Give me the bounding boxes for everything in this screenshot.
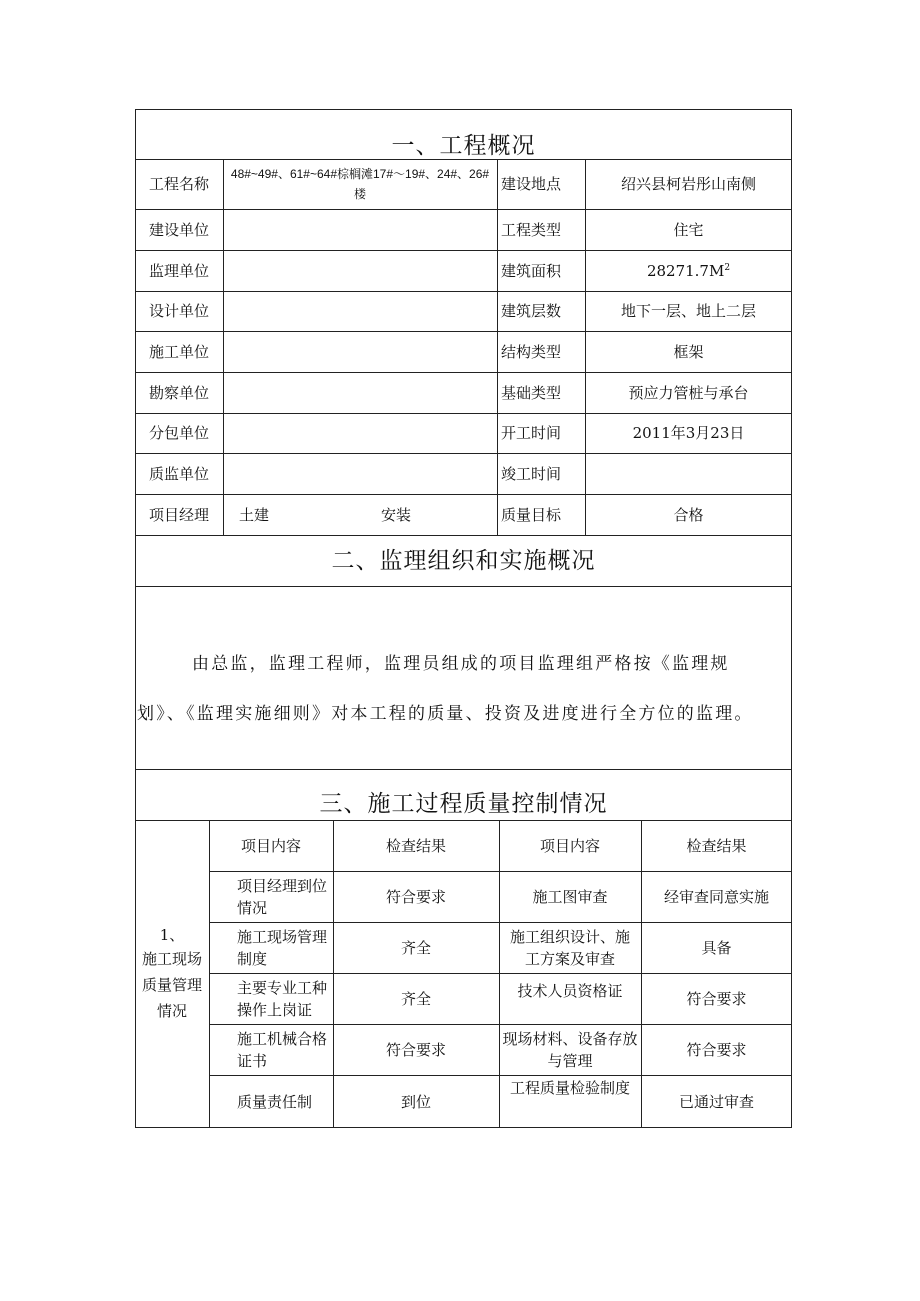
label-quality-goal: 质量目标	[501, 505, 562, 524]
label-survey: 勘察单位	[148, 383, 209, 402]
table-row-item-2: 现场材料、设备存放与管理	[502, 1029, 638, 1070]
table-row-result-2: 符合要求	[686, 989, 747, 1008]
table-row-result: 到位	[400, 1092, 431, 1111]
label-designer: 设计单位	[148, 302, 209, 320]
value-pm-install: 安装	[380, 505, 411, 524]
table-row-result-2: 具备	[701, 938, 732, 957]
section2-paragraph-line1: 由总监，监理工程师，监理员组成的项目监理组严格按《监理规	[192, 654, 730, 674]
table-row-item-2: 施工图审查	[532, 887, 608, 906]
label-start-date: 开工时间	[501, 424, 562, 442]
section2-paragraph-line2: 划》、《监理实施细则》对本工程的质量、投资及进度进行全方位的监理。	[137, 704, 754, 724]
value-pm-civil: 土建	[238, 505, 269, 524]
label-supervisor: 监理单位	[148, 261, 209, 280]
header-check-result-2: 检查结果	[686, 836, 747, 855]
label-client: 建设单位	[148, 220, 209, 239]
label-project-name: 工程名称	[148, 175, 209, 193]
floor-area-number: 28271.7M	[646, 261, 725, 280]
header-check-result: 检查结果	[385, 836, 446, 855]
label-project-type: 工程类型	[501, 220, 562, 239]
table-row-item: 质量责任制	[237, 1092, 313, 1111]
value-designer	[223, 291, 497, 331]
value-subcontractor	[223, 413, 497, 453]
value-foundation: 预应力管桩与承台	[628, 383, 749, 402]
table-row-result: 符合要求	[385, 887, 446, 906]
table-row-result: 齐全	[400, 989, 431, 1008]
label-floors: 建筑层数	[501, 302, 562, 320]
table-row-item-2: 施工组织设计、施工方案及审查	[509, 927, 630, 968]
value-supervisor	[223, 250, 497, 291]
value-survey	[223, 372, 497, 413]
section2-title: 二、监理组织和实施概况	[331, 547, 596, 574]
value-quality-goal: 合格	[673, 505, 704, 524]
floor-area-unit-exponent: 2	[724, 262, 731, 273]
table-row-item: 主要专业工种操作上岗证	[237, 978, 328, 1019]
section3-title: 三、施工过程质量控制情况	[319, 791, 608, 817]
value-floor-area	[585, 250, 792, 291]
label-contractor: 施工单位	[148, 342, 209, 361]
table-row-item: 施工机械合格证书	[237, 1029, 328, 1070]
table-row-result: 齐全	[400, 938, 431, 957]
table-row-result: 符合要求	[385, 1040, 446, 1059]
value-contractor	[223, 331, 497, 372]
value-project-type: 住宅	[673, 220, 704, 239]
value-site: 绍兴县柯岩彤山南侧	[620, 175, 756, 193]
value-quality-supervision	[223, 453, 497, 494]
row-divider	[135, 586, 792, 587]
value-structure: 框架	[673, 342, 704, 361]
group-label-text: 施工现场质量管理情况	[141, 950, 202, 1020]
table-row-item: 项目经理到位情况	[237, 876, 328, 917]
value-completion-date	[585, 453, 792, 494]
header-item-content: 项目内容	[240, 836, 301, 855]
label-completion-date: 竣工时间	[501, 464, 562, 483]
label-structure: 结构类型	[501, 342, 562, 361]
label-floor-area: 建筑面积	[501, 261, 562, 280]
table-row-result-2: 经审查同意实施	[663, 887, 769, 906]
table-row-item-2: 工程质量检验制度	[509, 1079, 630, 1097]
value-start-date: 2011年3月23日	[632, 424, 745, 442]
value-client	[223, 209, 497, 250]
section1-title: 一、工程概况	[391, 133, 536, 159]
table-row-result-2: 已通过审查	[678, 1092, 754, 1111]
group-label-number: 1、	[159, 926, 185, 944]
table-row-item-2: 技术人员资格证	[517, 981, 623, 1000]
label-foundation: 基础类型	[501, 383, 562, 402]
label-quality-supervision: 质监单位	[148, 464, 209, 483]
label-site: 建设地点	[501, 175, 562, 193]
value-project-name: 48#~49#、61#~64#棕榈滩17#～19#、24#、26#楼	[230, 167, 490, 201]
table-row-result-2: 符合要求	[686, 1040, 747, 1059]
label-project-manager: 项目经理	[148, 505, 209, 524]
table-row-item: 施工现场管理制度	[237, 927, 328, 968]
header-item-content-2: 项目内容	[539, 836, 600, 855]
label-subcontractor: 分包单位	[148, 424, 209, 442]
value-floors: 地下一层、地上二层	[620, 302, 756, 320]
group-label-site-quality	[135, 820, 209, 1128]
row-divider	[135, 769, 792, 770]
